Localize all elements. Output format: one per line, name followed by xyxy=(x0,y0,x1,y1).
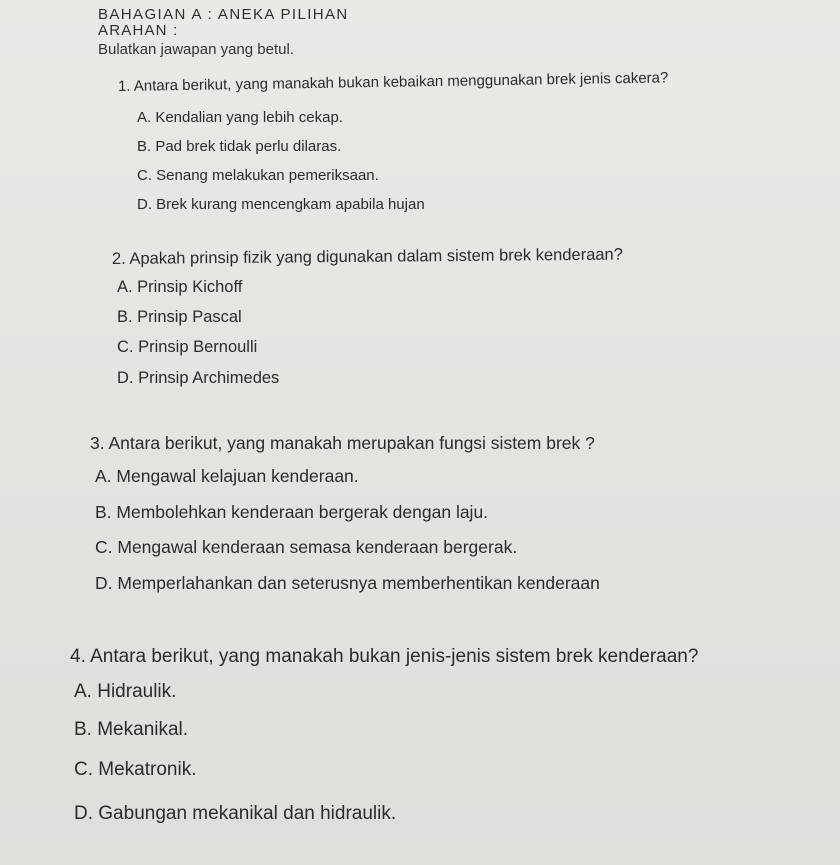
option-d[interactable]: D. Prinsip Archimedes xyxy=(117,369,280,387)
question-text: 3. Antara berikut, yang manakah merupakan fungsi sistem brek ? xyxy=(90,433,595,453)
option-b[interactable]: B. Membolehkan kenderaan bergerak dengan laju. xyxy=(95,502,489,522)
section-title: BAHAGIAN A : ANEKA PILIHAN xyxy=(98,6,349,23)
option-a[interactable]: A. Kendalian yang lebih cekap. xyxy=(137,109,343,126)
option-c[interactable]: C. Mekatronik. xyxy=(74,759,197,780)
option-a[interactable]: A. Prinsip Kichoff xyxy=(117,278,243,296)
option-d[interactable]: D. Gabungan mekanikal dan hidraulik. xyxy=(74,803,397,824)
instructions-label: ARAHAN : xyxy=(98,22,179,39)
option-b[interactable]: B. Prinsip Pascal xyxy=(117,308,242,326)
option-b[interactable]: B. Pad brek tidak perlu dilaras. xyxy=(137,138,342,155)
option-d[interactable]: D. Memperlahankan dan seterusnya memberhentikan kenderaan xyxy=(95,573,600,593)
option-c[interactable]: C. Mengawal kenderaan semasa kenderaan bergerak. xyxy=(95,537,518,557)
question-text: 4. Antara berikut, yang manakah bukan jenis-jenis sistem brek kenderaan? xyxy=(70,646,699,667)
option-d[interactable]: D. Brek kurang mencengkam apabila hujan xyxy=(137,196,425,213)
option-b[interactable]: B. Mekanikal. xyxy=(74,719,189,740)
option-c[interactable]: C. Prinsip Bernoulli xyxy=(117,338,258,356)
option-a[interactable]: A. Mengawal kelajuan kenderaan. xyxy=(95,466,359,486)
option-c[interactable]: C. Senang melakukan pemeriksaan. xyxy=(137,167,379,184)
instructions-text: Bulatkan jawapan yang betul. xyxy=(98,41,294,58)
question-text: 2. Apakah prinsip fizik yang digunakan dalam sistem brek kenderaan? xyxy=(111,245,623,268)
option-a[interactable]: A. Hidraulik. xyxy=(74,681,177,702)
question-text: 1. Antara berikut, yang manakah bukan kebaikan menggunakan brek jenis cakera? xyxy=(117,69,669,95)
